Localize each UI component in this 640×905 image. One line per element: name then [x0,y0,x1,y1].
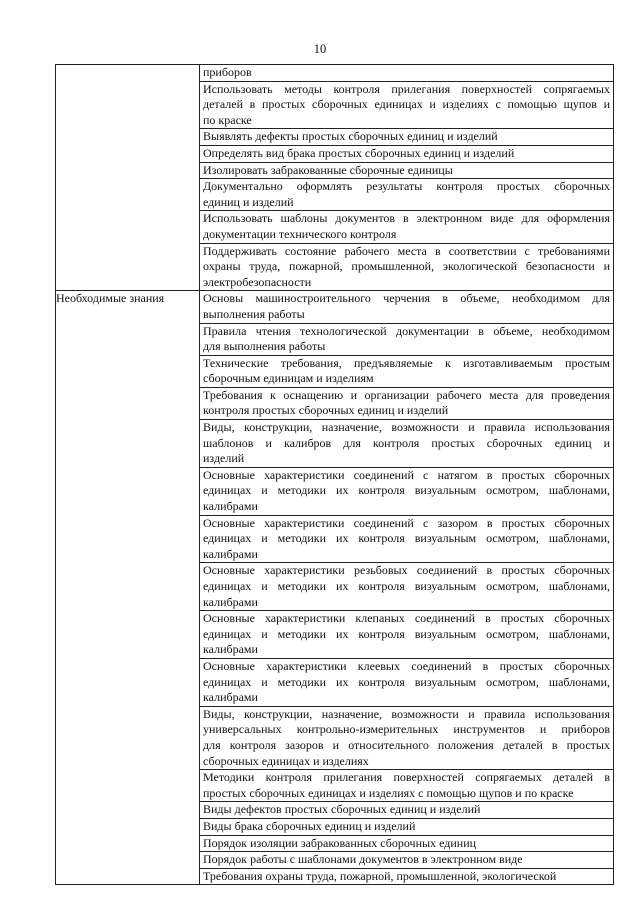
requirement-line: единицах и методики их контроля визуальным осмотром, шаблонами, [203,483,610,498]
requirement-line: документации технического контроля [203,226,397,241]
requirement-line: Правила чтения технологической документации в объеме, необходимом [203,323,610,338]
requirement-line: калибрами [203,642,258,657]
requirement-line: Основные характеристики соединений с зазором в простых сборочных [203,515,610,530]
requirement-line: Основные характеристики резьбовых соединений в простых сборочных [203,563,610,578]
requirement-line: деталей в простых сборочных единицах и изделиях с помощью щупов и [203,97,610,112]
requirement-item [200,658,613,706]
requirement-line: универсальных контрольно-измерительных инструментов и приборов [203,722,610,737]
requirement-line: Изолировать забракованные сборочные единицы [203,162,453,177]
requirement-line: единиц и изделий [203,194,294,209]
requirement-line: охраны труда, пожарной, промышленной, экологической безопасности и [203,259,610,274]
requirement-line: Виды, конструкции, назначение, возможности и правила использования [203,420,610,435]
requirements-table-body [56,65,614,885]
requirement-line: калибрами [203,499,258,514]
requirement-item [200,291,613,322]
requirement-line: Виды, конструкции, назначение, возможности и правила использования [203,706,610,721]
requirement-line: единицах и методики их контроля визуальным осмотром, шаблонами, [203,531,610,546]
requirement-line: Основные характеристики соединений с натягом в простых сборочных [203,467,610,482]
requirement-line: изделий [203,451,245,466]
requirement-item [200,851,613,868]
requirement-item [200,818,613,835]
requirement-item [200,467,613,515]
page-number: 10 [313,42,327,56]
requirement-line: приборов [203,65,252,79]
requirement-line: Требования охраны труда, пожарной, промышленной, экологической [203,868,557,883]
requirement-line: единицах и методики их контроля визуальным осмотром, шаблонами, [203,674,610,689]
requirement-item [200,706,613,769]
requirement-line: электробезопасности [203,274,312,289]
requirement-line: Виды брака сборочных единиц и изделий [203,818,416,833]
requirement-line: Порядок изоляции забракованных сборочных единиц [203,835,477,850]
requirement-item [200,81,613,129]
requirement-item [200,769,613,801]
section-label: Необходимые знания [56,291,200,885]
requirement-item [200,355,613,387]
requirement-line: единицах и методики их контроля визуальным осмотром, шаблонами, [203,579,610,593]
requirement-line: Основные характеристики клеевых соединений в простых сборочных [203,658,610,673]
requirement-item [200,835,613,852]
requirement-line: Требования к оснащению и организации рабочего места для проведения [203,387,610,402]
requirement-item [200,515,613,563]
requirement-item [200,65,613,81]
requirement-item [200,162,613,179]
requirement-line: по краске [203,112,252,127]
requirement-line: Выявлять дефекты простых сборочных единиц и изделий [203,129,498,144]
requirement-line: Виды дефектов простых сборочных единиц и изделий [203,802,481,817]
section-row [56,291,614,885]
requirement-line: калибрами [203,690,258,705]
requirements-table [55,64,614,885]
requirement-line: Поддерживать состояние рабочего места в соответствии с требованиями [203,243,610,258]
requirement-line: Порядок работы с шаблонами документов в электронном виде [203,852,523,867]
requirement-item [200,145,613,162]
requirement-line: Использовать шаблоны документов в электронном виде для оформления [203,211,610,226]
requirement-item [200,178,613,210]
requirement-line: единицах и методики их контроля визуальным осмотром, шаблонами, [203,626,610,641]
requirement-line: Основы машиностроительного черчения в объеме, необходимом для [203,291,610,306]
requirement-line: Основные характеристики клепаных соединений в простых сборочных [203,611,610,626]
requirement-line: сборочным единицам и изделиям [203,371,374,386]
requirement-line: сборочных единицах и изделиях [203,753,369,768]
requirement-item [200,419,613,467]
requirement-line: Использовать методы контроля прилегания поверхностей сопрягаемых [203,81,610,96]
section-items [200,65,614,291]
requirement-line: калибрами [203,594,258,609]
requirement-line: для контроля зазоров и относительного положения деталей в простых [203,737,610,752]
section-row [56,65,614,291]
requirement-item [200,868,613,885]
requirement-line: выполнения работы [203,306,305,321]
requirement-item [200,323,613,355]
requirement-item [200,128,613,145]
requirement-item [200,387,613,419]
requirement-line: Документально оформлять результаты контроля простых сборочных [203,179,610,194]
requirement-line: калибрами [203,546,258,561]
requirement-line: для выполнения работы [203,339,326,354]
requirement-line: контроля простых сборочных единиц и изделий [203,403,449,418]
requirement-item [200,801,613,818]
requirement-item [200,610,613,658]
requirement-item [200,562,613,610]
requirement-item [200,243,613,291]
requirement-line: простых сборочных единицах и изделиях с помощью щупов и по краске [203,785,574,800]
requirement-item [200,210,613,242]
section-label [56,65,200,291]
requirement-line: Определять вид брака простых сборочных единиц и изделий [203,145,515,160]
requirement-line: шаблонов и калибров для контроля простых сборочных единиц и [203,435,610,450]
requirement-line: Методики контроля прилегания поверхностей сопрягаемых деталей в [203,770,610,785]
section-items [200,291,614,885]
requirement-line: Технические требования, предъявляемые к изготавливаемым простым [203,355,610,370]
